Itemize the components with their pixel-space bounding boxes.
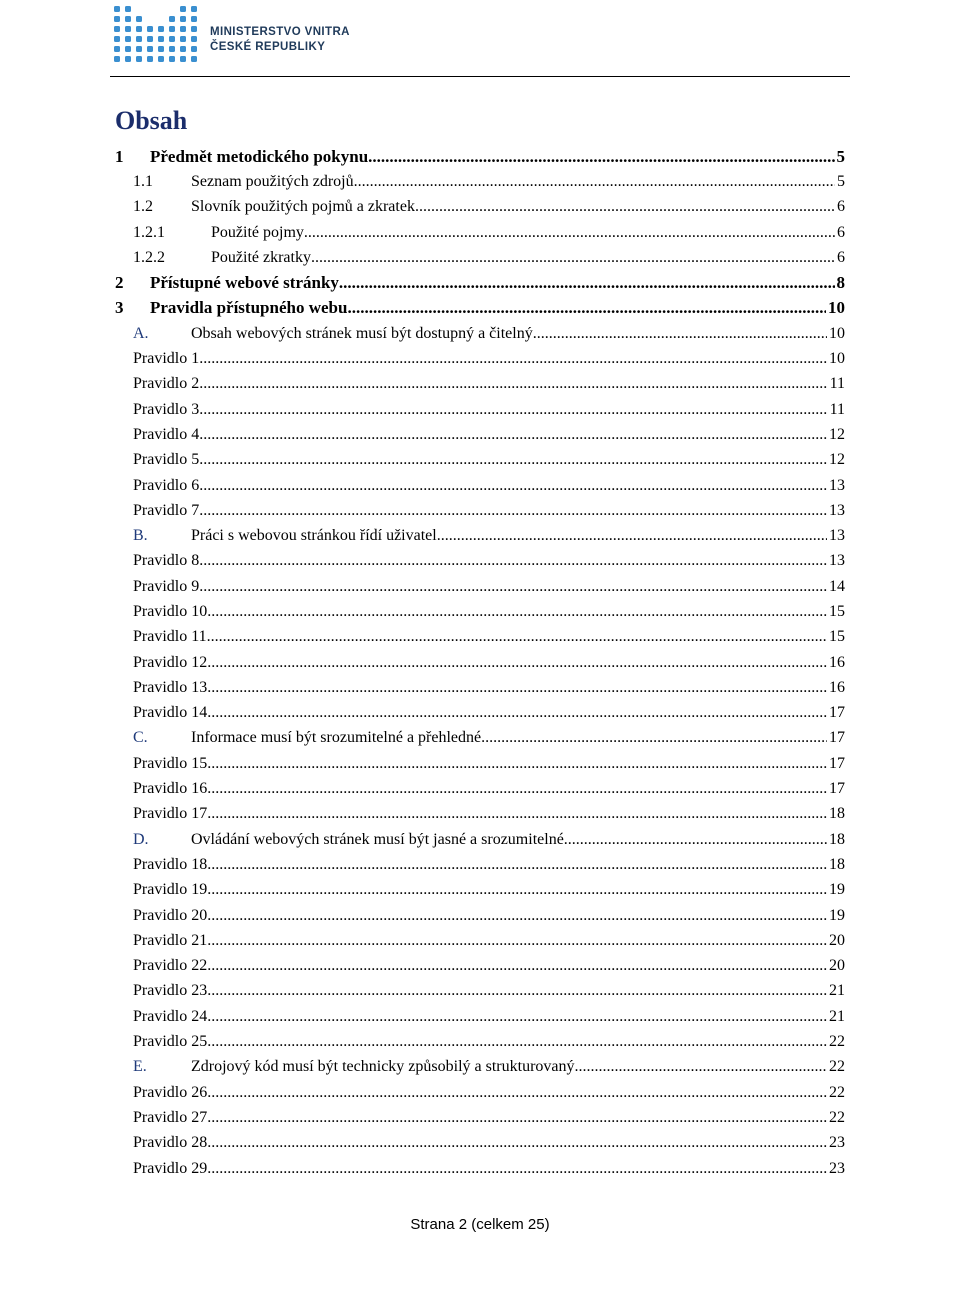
toc-entry-lead — [133, 932, 827, 950]
toc-entry-lead — [133, 552, 827, 570]
toc-dot-leader — [207, 780, 827, 798]
toc-entry-page: 19 — [829, 881, 845, 899]
toc-entry-title: Pravidlo 10 — [133, 602, 208, 620]
page-header — [0, 0, 960, 80]
toc-entry[interactable] — [115, 928, 845, 953]
toc-entry-title: Pravidlo 24 — [133, 1007, 208, 1025]
toc-entry-number: 1.2 — [133, 198, 153, 216]
logo-dot — [191, 46, 197, 52]
toc-entry[interactable] — [115, 878, 845, 903]
toc-entry[interactable] — [115, 852, 845, 877]
toc-dot-leader — [207, 679, 827, 697]
toc-entry[interactable] — [115, 751, 845, 776]
toc-entry-lead — [133, 401, 828, 419]
toc-entry-page: 10 — [829, 350, 845, 368]
toc-entry-page: 21 — [829, 1007, 845, 1025]
toc-entry-lead — [133, 654, 827, 672]
toc-dot-leader — [207, 704, 827, 722]
toc-entry-page: 17 — [829, 780, 845, 798]
toc-entry[interactable] — [115, 954, 845, 979]
toc-entry-page: 10 — [829, 324, 845, 342]
toc-dot-leader — [199, 375, 827, 393]
toc-entry-lead — [133, 173, 835, 191]
toc-entry[interactable] — [115, 195, 845, 220]
toc-entry-title: Pravidlo 9 — [133, 577, 200, 595]
toc-dot-leader — [199, 350, 827, 368]
toc-dot-leader — [207, 1160, 827, 1178]
toc-entry-title: Práci s webovou stránkou řídí uživatel — [191, 527, 437, 545]
logo-dot — [125, 46, 131, 52]
toc-dot-leader — [354, 173, 835, 191]
toc-entry-page: 13 — [829, 476, 845, 494]
toc-entry-page: 14 — [829, 577, 845, 595]
toc-entry-title: Pravidlo 22 — [133, 957, 208, 975]
toc-dot-leader — [207, 755, 827, 773]
toc-entry[interactable] — [115, 650, 845, 675]
toc-entry-page: 11 — [829, 375, 845, 393]
toc-entry-title: Pravidlo 1 — [133, 350, 200, 368]
toc-entry-number: 1.2.2 — [133, 248, 165, 266]
toc-entry-lead — [133, 249, 835, 267]
toc-entry-lead — [133, 527, 827, 545]
toc-entry-title: Předmět metodického pokynu — [150, 146, 369, 166]
toc-entry-page: 18 — [829, 805, 845, 823]
toc-dot-leader — [207, 856, 827, 874]
toc-entry[interactable] — [115, 599, 845, 624]
toc-entry-lead — [133, 198, 835, 216]
toc-entry[interactable] — [115, 523, 845, 548]
org-name-line2: ČESKÉ REPUBLIKY — [210, 41, 326, 53]
toc-entry-title: Použité pojmy — [211, 223, 304, 241]
toc-entry-number: D. — [133, 830, 149, 848]
logo-dot — [147, 56, 153, 62]
toc-entry[interactable] — [115, 1156, 845, 1181]
toc-entry-title: Pravidlo 12 — [133, 653, 208, 671]
toc-entry-number: C. — [133, 729, 148, 747]
toc-entry-page: 17 — [829, 729, 845, 747]
toc-entry-number: 2 — [115, 273, 124, 293]
toc-entry-page: 6 — [837, 223, 845, 241]
toc-entry-lead — [115, 147, 835, 167]
logo-dot — [136, 36, 142, 42]
toc-entry-lead — [133, 628, 827, 646]
toc-entry[interactable] — [115, 270, 845, 295]
toc-entry-lead — [133, 375, 828, 393]
toc-entry[interactable] — [115, 245, 845, 270]
toc-dot-leader — [533, 325, 827, 343]
toc-entry[interactable] — [115, 473, 845, 498]
toc-entry-lead — [115, 273, 835, 293]
logo-dot — [114, 16, 120, 22]
toc-entry[interactable] — [115, 169, 845, 194]
toc-dot-leader — [199, 502, 827, 520]
toc-dot-leader — [207, 1008, 827, 1026]
toc-entry[interactable] — [115, 979, 845, 1004]
logo-dot — [125, 36, 131, 42]
toc-entry-page: 17 — [829, 704, 845, 722]
logo-dot — [191, 16, 197, 22]
logo-dot — [169, 56, 175, 62]
logo-dot — [114, 36, 120, 42]
toc-entry-title: Pravidlo 7 — [133, 501, 200, 519]
toc-dot-leader — [207, 805, 827, 823]
logo-dot — [136, 26, 142, 32]
toc-entry-lead — [133, 831, 827, 849]
toc-dot-leader — [199, 451, 827, 469]
logo-dot — [125, 26, 131, 32]
toc-entry-page: 20 — [829, 931, 845, 949]
toc-entry-page: 12 — [829, 425, 845, 443]
toc-entry-page: 11 — [829, 400, 845, 418]
toc-entry-lead — [133, 451, 827, 469]
toc-entry-page: 23 — [829, 1134, 845, 1152]
toc-entry-title: Pravidlo 5 — [133, 451, 200, 469]
toc-entry-lead — [133, 1160, 827, 1178]
logo-dot — [180, 46, 186, 52]
toc-dot-leader — [199, 426, 827, 444]
logo-dot — [191, 6, 197, 12]
toc-entry[interactable] — [115, 346, 845, 371]
toc-entry[interactable] — [115, 1105, 845, 1130]
toc-entry-title: Pravidlo 26 — [133, 1083, 208, 1101]
toc-entry-lead — [133, 502, 827, 520]
toc-entry-page: 13 — [829, 527, 845, 545]
toc-dot-leader — [207, 628, 827, 646]
toc-entry-number: 1.1 — [133, 172, 153, 190]
toc-entry-title: Pravidlo 13 — [133, 678, 208, 696]
toc-entry[interactable] — [115, 448, 845, 473]
toc-dot-leader — [207, 932, 827, 950]
toc-entry-title: Přístupné webové stránky — [150, 273, 339, 293]
toc-entry[interactable] — [115, 625, 845, 650]
toc-entry[interactable] — [115, 574, 845, 599]
toc-dot-leader — [207, 957, 827, 975]
logo-dot — [169, 26, 175, 32]
logo-dot — [191, 56, 197, 62]
toc-entry-lead — [133, 603, 827, 621]
toc-entry[interactable] — [115, 827, 845, 852]
logo-dot — [180, 36, 186, 42]
toc-entry-title: Pravidlo 11 — [133, 628, 207, 646]
toc-entry-lead — [133, 982, 827, 1000]
toc-entry-title: Obsah webových stránek musí být dostupný a čitelný — [191, 324, 533, 342]
toc-entry[interactable] — [115, 296, 845, 321]
toc-dot-leader — [207, 603, 827, 621]
toc-entry-page: 22 — [829, 1108, 845, 1126]
toc-entry-number: A. — [133, 324, 149, 342]
toc-entry-title: Pravidlo 16 — [133, 780, 208, 798]
toc-entry-lead — [133, 1134, 827, 1152]
toc-entry-title: Pravidlo 4 — [133, 425, 200, 443]
logo-dot — [158, 26, 164, 32]
toc-dot-leader — [481, 729, 827, 747]
logo-dot — [136, 46, 142, 52]
toc-entry-title: Pravidlo 28 — [133, 1134, 208, 1152]
toc-entry-page: 16 — [829, 678, 845, 696]
toc-dot-leader — [368, 147, 834, 167]
toc-entry[interactable] — [115, 498, 845, 523]
toc-title: Obsah — [115, 106, 188, 135]
table-of-contents — [115, 144, 845, 1181]
toc-entry-title: Pravidlo 3 — [133, 400, 200, 418]
toc-dot-leader — [207, 1084, 827, 1102]
toc-entry-lead — [133, 907, 827, 925]
toc-dot-leader — [347, 298, 826, 318]
toc-entry[interactable] — [115, 726, 845, 751]
toc-entry-lead — [133, 224, 835, 242]
logo-dot — [147, 26, 153, 32]
logo-dot — [136, 56, 142, 62]
logo-dot — [180, 56, 186, 62]
logo-dot — [180, 6, 186, 12]
toc-entry-lead — [133, 325, 827, 343]
toc-entry-lead — [133, 780, 827, 798]
toc-entry-page: 10 — [828, 298, 845, 318]
toc-entry[interactable] — [115, 144, 845, 169]
logo-dot — [169, 16, 175, 22]
logo-dot — [125, 6, 131, 12]
toc-entry-title: Pravidlo 27 — [133, 1108, 208, 1126]
logo-dot — [125, 56, 131, 62]
toc-entry-number: 3 — [115, 298, 124, 318]
toc-entry-title: Pravidlo 18 — [133, 855, 208, 873]
toc-entry-title: Pravidlo 25 — [133, 1033, 208, 1051]
logo-dot — [158, 56, 164, 62]
toc-entry-title: Pravidlo 14 — [133, 704, 208, 722]
toc-dot-leader — [415, 198, 835, 216]
ministry-logo-icon — [110, 2, 202, 66]
logo-dot — [180, 16, 186, 22]
toc-entry-page: 22 — [829, 1058, 845, 1076]
toc-dot-leader — [575, 1058, 828, 1076]
logo-dot — [158, 46, 164, 52]
logo-dot — [114, 6, 120, 12]
toc-dot-leader — [207, 654, 827, 672]
toc-entry[interactable] — [115, 903, 845, 928]
toc-entry[interactable] — [115, 1004, 845, 1029]
toc-entry-title: Pravidla přístupného webu — [150, 298, 348, 318]
toc-dot-leader — [207, 1134, 827, 1152]
toc-entry-lead — [133, 679, 827, 697]
toc-entry-page: 18 — [829, 855, 845, 873]
toc-entry-title: Použité zkratky — [211, 248, 311, 266]
toc-entry-title: Seznam použitých zdrojů — [191, 172, 354, 190]
toc-entry-number: E. — [133, 1058, 147, 1076]
toc-entry-title: Pravidlo 29 — [133, 1159, 208, 1177]
toc-entry[interactable] — [115, 1080, 845, 1105]
toc-entry-page: 5 — [836, 146, 845, 166]
toc-dot-leader — [199, 477, 827, 495]
toc-entry-lead — [133, 755, 827, 773]
header-rule — [110, 76, 850, 77]
toc-dot-leader — [207, 881, 827, 899]
toc-entry-number: B. — [133, 527, 148, 545]
toc-entry[interactable] — [115, 372, 845, 397]
logo-dot — [191, 36, 197, 42]
toc-entry-page: 6 — [837, 248, 845, 266]
toc-entry-title: Ovládání webových stránek musí být jasné a srozumitelné — [191, 830, 564, 848]
toc-entry-lead — [133, 805, 827, 823]
toc-entry-page: 20 — [829, 957, 845, 975]
toc-dot-leader — [311, 249, 835, 267]
toc-entry[interactable] — [115, 675, 845, 700]
toc-entry-number: 1 — [115, 146, 124, 166]
toc-entry[interactable] — [115, 1055, 845, 1080]
toc-entry-page: 19 — [829, 906, 845, 924]
toc-entry-lead — [133, 1058, 827, 1076]
toc-entry-title: Pravidlo 23 — [133, 982, 208, 1000]
toc-entry-title: Pravidlo 6 — [133, 476, 200, 494]
logo-dot — [114, 46, 120, 52]
toc-entry-title: Pravidlo 15 — [133, 754, 208, 772]
toc-dot-leader — [207, 1033, 827, 1051]
org-name-line1: MINISTERSTVO VNITRA — [210, 26, 350, 38]
toc-entry-lead — [133, 426, 827, 444]
toc-entry-lead — [133, 1109, 827, 1127]
toc-entry-title: Pravidlo 19 — [133, 881, 208, 899]
toc-entry[interactable] — [115, 802, 845, 827]
toc-entry-title: Pravidlo 17 — [133, 805, 208, 823]
toc-entry[interactable] — [115, 701, 845, 726]
toc-entry-lead — [133, 881, 827, 899]
logo-dot — [114, 56, 120, 62]
toc-entry-page: 16 — [829, 653, 845, 671]
toc-entry-page: 22 — [829, 1033, 845, 1051]
toc-dot-leader — [207, 982, 827, 1000]
toc-entry-lead — [133, 1084, 827, 1102]
toc-dot-leader — [199, 401, 827, 419]
ministry-logo-text — [210, 25, 350, 55]
toc-entry-title: Informace musí být srozumitelné a přehledné — [191, 729, 482, 747]
toc-dot-leader — [207, 1109, 827, 1127]
toc-entry-title: Pravidlo 2 — [133, 375, 200, 393]
toc-entry-title: Slovník použitých pojmů a zkratek — [191, 198, 415, 216]
toc-entry-title: Zdrojový kód musí být technicky způsobilý a strukturovaný — [191, 1058, 575, 1076]
toc-entry[interactable] — [115, 776, 845, 801]
toc-entry-page: 21 — [829, 982, 845, 1000]
toc-entry-page: 15 — [829, 602, 845, 620]
toc-entry-page: 8 — [836, 273, 845, 293]
toc-entry-lead — [133, 704, 827, 722]
toc-dot-leader — [199, 552, 827, 570]
toc-entry[interactable] — [115, 1131, 845, 1156]
logo-dot — [169, 36, 175, 42]
toc-dot-leader — [199, 578, 827, 596]
toc-entry[interactable] — [115, 220, 845, 245]
logo-dot — [125, 16, 131, 22]
logo-dot — [158, 36, 164, 42]
toc-entry-number: 1.2.1 — [133, 223, 165, 241]
toc-entry[interactable] — [115, 549, 845, 574]
toc-entry-lead — [133, 350, 827, 368]
toc-entry-page: 18 — [829, 830, 845, 848]
toc-entry-title: Pravidlo 20 — [133, 906, 208, 924]
toc-entry-page: 15 — [829, 628, 845, 646]
logo-dot — [169, 46, 175, 52]
toc-entry-page: 22 — [829, 1083, 845, 1101]
logo-dot — [136, 16, 142, 22]
logo-dot — [147, 46, 153, 52]
toc-entry-page: 6 — [837, 198, 845, 216]
toc-entry[interactable] — [115, 397, 845, 422]
logo-dot — [191, 26, 197, 32]
logo-dot — [180, 26, 186, 32]
logo-dot — [114, 26, 120, 32]
toc-entry-page: 13 — [829, 501, 845, 519]
toc-entry-page: 13 — [829, 552, 845, 570]
toc-entry-lead — [133, 578, 827, 596]
toc-entry-page: 23 — [829, 1159, 845, 1177]
page-footer: Strana 2 (celkem 25) — [410, 1216, 550, 1233]
toc-dot-leader — [437, 527, 827, 545]
toc-entry-lead — [133, 477, 827, 495]
toc-entry[interactable] — [115, 1029, 845, 1054]
toc-entry-lead — [133, 1033, 827, 1051]
toc-entry[interactable] — [115, 422, 845, 447]
toc-entry-lead — [133, 957, 827, 975]
toc-entry-page: 12 — [829, 451, 845, 469]
toc-entry-lead — [133, 856, 827, 874]
toc-dot-leader — [339, 273, 835, 293]
toc-dot-leader — [207, 907, 827, 925]
toc-dot-leader — [304, 224, 835, 242]
toc-entry-title: Pravidlo 8 — [133, 552, 200, 570]
toc-entry-lead — [133, 729, 827, 747]
toc-entry-page: 17 — [829, 754, 845, 772]
toc-entry-lead — [133, 1008, 827, 1026]
logo-dot — [147, 36, 153, 42]
toc-dot-leader — [564, 831, 827, 849]
toc-entry-lead — [115, 298, 826, 318]
toc-entry-page: 5 — [837, 172, 845, 190]
toc-entry-title: Pravidlo 21 — [133, 931, 208, 949]
toc-entry[interactable] — [115, 321, 845, 346]
